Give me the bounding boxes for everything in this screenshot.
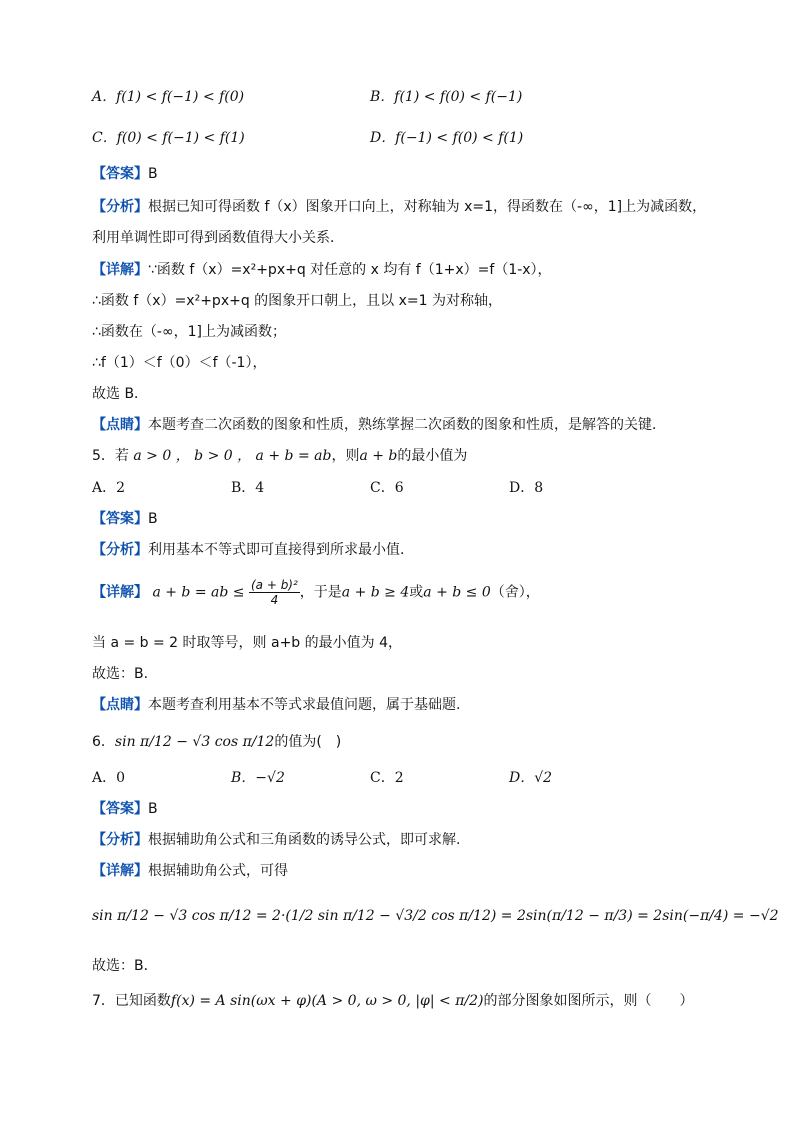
q6-analysis-line bbox=[92, 830, 460, 850]
detail-line-3: ∴函数在（-∞，1]上为减函数； bbox=[92, 324, 286, 340]
comment-text: 本题考查二次函数的图象和性质，熟练掌握二次函数的图象和性质，是解答的关键． bbox=[148, 417, 666, 433]
detail-line-4: ∴f（1）＜f（0）＜f（-1）， bbox=[92, 355, 267, 371]
option-b: B．f(1) < f(0) < f(−1) bbox=[370, 89, 523, 105]
q5-detail-line bbox=[92, 578, 540, 607]
detail-or: 或 bbox=[409, 584, 424, 601]
q6-option-d: D．√2 bbox=[509, 770, 553, 786]
q6-option-c: C．2 bbox=[370, 770, 404, 786]
answer-value: B bbox=[148, 166, 158, 182]
q6-formula: sin π/12 − √3 cos π/12 = 2·(1/2 sin π/12 − √3/2 cos π/12) = 2sin(π/12 − π/3) = 2sin(−π/4) = −√2 bbox=[92, 908, 779, 924]
analysis-tag: 【分析】 bbox=[92, 199, 148, 215]
q6-expr: sin π/12 − √3 cos π/12 bbox=[114, 734, 275, 750]
option-d: D．f(−1) < f(0) < f(1) bbox=[370, 130, 524, 146]
q5-equality-line: 当 a = b = 2 时取等号，则 a+b 的最小值为 4， bbox=[92, 635, 402, 651]
q5-expr: a + b bbox=[359, 448, 398, 464]
answer-tag: 【答案】 bbox=[92, 511, 148, 527]
q6-suffix: 的值为( ) bbox=[274, 734, 342, 750]
question-6-stem bbox=[92, 732, 341, 752]
q7-number: 7．已知函数 bbox=[92, 993, 171, 1009]
analysis-text: 利用基本不等式即可直接得到所求最小值. bbox=[148, 542, 405, 558]
q5-option-b: B．4 bbox=[231, 480, 265, 496]
answer-tag: 【答案】 bbox=[92, 166, 148, 182]
comment-tag: 【点睛】 bbox=[92, 697, 148, 713]
comment-line bbox=[92, 415, 666, 435]
detail-text: ∵函数 f（x）=x²+px+q 对任意的 x 均有 f（1+x）=f（1-x）， bbox=[148, 262, 552, 278]
q6-answer-line bbox=[92, 799, 158, 819]
answer-value: B bbox=[148, 511, 158, 527]
analysis-text: 根据已知可得函数 f（x）图象开口向上，对称轴为 x=1，得函数在（-∞，1]上为减函数， bbox=[148, 199, 707, 215]
q5-option-d: D．8 bbox=[509, 480, 544, 496]
detail-text: 根据辅助角公式，可得 bbox=[148, 863, 288, 879]
q7-expr: f(x) = A sin(ωx + φ)(A > 0, ω > 0, |φ| < π/2) bbox=[170, 993, 484, 1009]
q5-suffix: 的最小值为 bbox=[397, 448, 468, 464]
comment-text: 本题考查利用基本不等式求最值问题，属于基础题. bbox=[148, 697, 461, 713]
analysis-line-2: 利用单调性即可得到函数值得大小关系． bbox=[92, 230, 344, 246]
option-c: C．f(0) < f(−1) < f(1) bbox=[92, 130, 245, 146]
answer-value: B bbox=[148, 801, 158, 817]
fraction-denominator: 4 bbox=[270, 593, 279, 607]
q5-comment-line bbox=[92, 695, 460, 715]
question-7-stem bbox=[92, 991, 693, 1011]
detail-tag: 【详解】 bbox=[92, 584, 148, 601]
q5-option-a: A．2 bbox=[92, 480, 126, 496]
q5-option-c: C．6 bbox=[370, 480, 404, 496]
detail-rest: （舍）， bbox=[490, 584, 540, 601]
analysis-text: 根据辅助角公式和三角函数的诱导公式，即可求解. bbox=[148, 832, 461, 848]
q5-answer-line bbox=[92, 509, 158, 529]
q5-number: 5．若 bbox=[92, 448, 129, 464]
analysis-tag: 【分析】 bbox=[92, 542, 148, 558]
q5-choose-line: 故选：B. bbox=[92, 666, 149, 682]
answer-line bbox=[92, 164, 158, 184]
q5-mid: ，则 bbox=[331, 448, 360, 464]
answer-tag: 【答案】 bbox=[92, 801, 148, 817]
detail-lhs: a + b = ab ≤ bbox=[152, 584, 245, 601]
detail-line-2: ∴函数 f（x）=x²+px+q 的图象开口朝上，且以 x=1 为对称轴， bbox=[92, 293, 502, 309]
choose-line: 故选 B． bbox=[92, 386, 149, 402]
q7-suffix: 的部分图象如图所示，则（ ） bbox=[483, 993, 694, 1009]
comment-tag: 【点睛】 bbox=[92, 417, 148, 433]
detail-tag: 【详解】 bbox=[92, 863, 148, 879]
q6-option-b: B．−√2 bbox=[231, 770, 285, 786]
fraction-numerator: (a + b)² bbox=[250, 578, 298, 592]
option-a: A．f(1) < f(−1) < f(0) bbox=[92, 89, 245, 105]
inequality-2: a + b ≤ 0 bbox=[423, 584, 491, 601]
analysis-tag: 【分析】 bbox=[92, 832, 148, 848]
q5-condition: a > 0 ， b > 0 ， a + b = ab bbox=[133, 448, 332, 464]
detail-text: ，于是 bbox=[299, 584, 342, 601]
q6-detail-line bbox=[92, 861, 288, 881]
q6-option-a: A．0 bbox=[92, 770, 126, 786]
analysis-line bbox=[92, 197, 706, 217]
q6-number: 6． bbox=[92, 734, 115, 750]
question-5-stem bbox=[92, 446, 467, 466]
detail-tag: 【详解】 bbox=[92, 262, 148, 278]
inequality-1: a + b ≥ 4 bbox=[341, 584, 410, 601]
q5-analysis-line bbox=[92, 540, 404, 560]
detail-line bbox=[92, 260, 552, 280]
fraction bbox=[249, 578, 300, 607]
q6-choose-line: 故选：B． bbox=[92, 958, 158, 974]
